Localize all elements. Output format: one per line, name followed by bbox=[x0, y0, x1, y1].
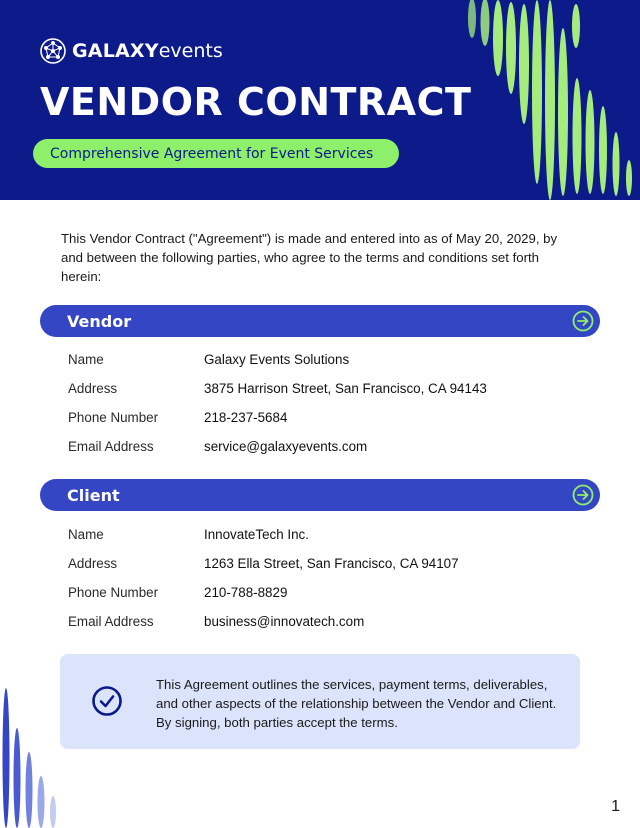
field-value: 1263 Ella Street, San Francisco, CA 94107 bbox=[204, 556, 459, 571]
summary-text: This Agreement outlines the services, payment terms, deliverables, and other aspects of the relationship between the Vendor and Client. By signing, both parties accept the terms. bbox=[156, 677, 557, 730]
circle-check-icon bbox=[91, 685, 123, 717]
field-row bbox=[68, 403, 588, 432]
section-title: Client bbox=[67, 485, 120, 505]
field-row bbox=[68, 432, 588, 461]
field-label: Phone Number bbox=[68, 585, 159, 600]
section-header-vendor[interactable] bbox=[40, 305, 600, 337]
subtitle-text: Comprehensive Agreement for Event Services bbox=[50, 145, 374, 162]
field-value: 218-237-5684 bbox=[204, 410, 288, 425]
field-label: Name bbox=[68, 352, 104, 367]
field-row bbox=[68, 520, 588, 549]
field-value: InnovateTech Inc. bbox=[204, 527, 309, 542]
brand-name-bold: GALAXY bbox=[72, 40, 159, 62]
field-value: 3875 Harrison Street, San Francisco, CA 94143 bbox=[204, 381, 487, 396]
field-value: service@galaxyevents.com bbox=[204, 439, 368, 454]
globe-network-icon bbox=[40, 38, 66, 64]
field-value: Galaxy Events Solutions bbox=[204, 352, 350, 367]
client-fields bbox=[68, 520, 588, 636]
brand-name-light: events bbox=[158, 40, 223, 62]
section-header-client[interactable] bbox=[40, 479, 600, 511]
field-label: Email Address bbox=[68, 439, 154, 454]
field-value: 210-788-8829 bbox=[204, 585, 288, 600]
summary-box bbox=[60, 654, 580, 749]
field-label: Phone Number bbox=[68, 410, 159, 425]
field-row bbox=[68, 578, 588, 607]
brand-logo bbox=[40, 38, 223, 64]
subtitle-pill bbox=[33, 139, 399, 168]
field-value: business@innovatech.com bbox=[204, 614, 365, 629]
decorative-blue-bars bbox=[0, 688, 70, 828]
circle-arrow-right-icon[interactable] bbox=[572, 310, 594, 332]
field-row bbox=[68, 549, 588, 578]
field-label: Email Address bbox=[68, 614, 154, 629]
field-label: Address bbox=[68, 556, 118, 571]
field-row bbox=[68, 374, 588, 403]
intro-paragraph: This Vendor Contract ("Agreement") is made and entered into as of May 20, 2029, by and between the following parties, who agree to the terms and conditions set forth herein: bbox=[61, 231, 558, 284]
field-label: Name bbox=[68, 527, 104, 542]
page-number: 1 bbox=[611, 798, 620, 815]
page-title: VENDOR CONTRACT bbox=[40, 80, 472, 124]
header-banner bbox=[0, 0, 640, 200]
field-label: Address bbox=[68, 381, 118, 396]
circle-arrow-right-icon[interactable] bbox=[572, 484, 594, 506]
field-row bbox=[68, 345, 588, 374]
field-row bbox=[68, 607, 588, 636]
section-title: Vendor bbox=[67, 311, 132, 331]
vendor-fields bbox=[68, 345, 588, 461]
